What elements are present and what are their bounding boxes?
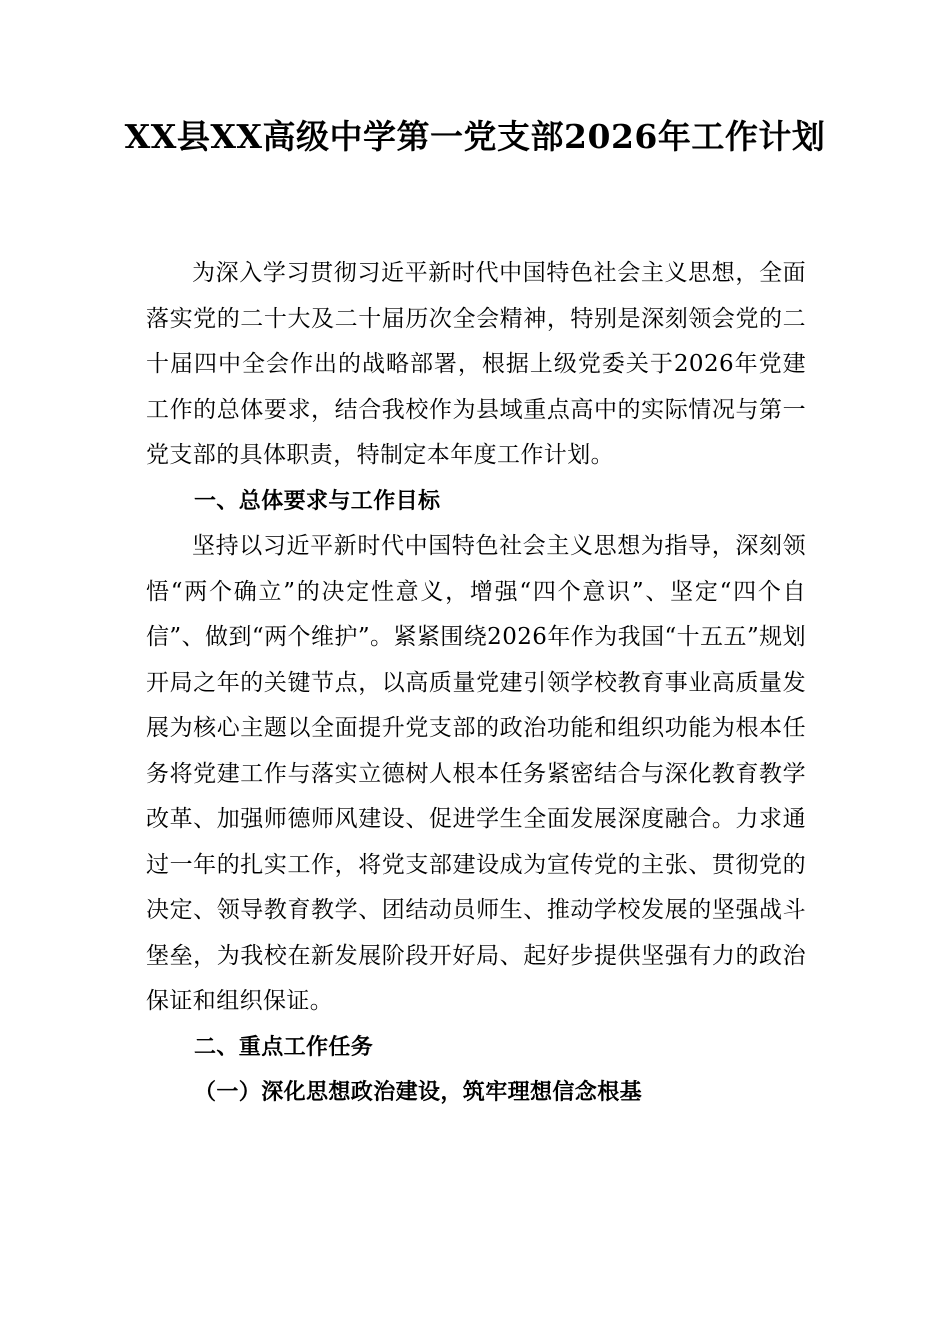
- document-body: [146, 251, 806, 1116]
- document-title: XX县XX高级中学第一党支部2026年工作计划: [124, 117, 826, 156]
- intro-paragraph: 为深入学习贯彻习近平新时代中国特色社会主义思想，全面落实党的二十大及二十届历次全会精神，特别是深刻领会党的二十届四中全会作出的战略部署，根据上级党委关于2026年党建工作的总体要求，结合我校作为县域重点高中的实际情况与第一党支部的具体职责，特制定本年度工作计划。: [146, 260, 806, 468]
- subsection-heading-1: （一）深化思想政治建设，筑牢理想信念根基: [194, 1080, 643, 1105]
- section-heading-2: 二、重点工作任务: [194, 1034, 374, 1060]
- section-1-paragraph: 坚持以习近平新时代中国特色社会主义思想为指导，深刻领悟“两个确立”的决定性意义，增强“四个意识”、坚定“四个自信”、做到“两个维护”。紧紧围绕2026年作为我国“十五五”规划开局之年的关键节点，以高质量党建引领学校教育事业高质量发展为核心主题以全面提升党支部的政治功能和组织功能为根本任务将党建工作与落实立德树人根本任务紧密结合与深化教育教学改革、加强师德师风建设、促进学生全面发展深度融合。力求通过一年的扎实工作，将党支部建设成为宣传党的主张、贯彻党的决定、领导教育教学、团结动员师生、推动学校发展的坚强战斗堡垒，为我校在新发展阶段开好局、起好步提供坚强有力的政治保证和组织保证。: [146, 533, 806, 1014]
- section-heading-1: 一、总体要求与工作目标: [194, 488, 441, 514]
